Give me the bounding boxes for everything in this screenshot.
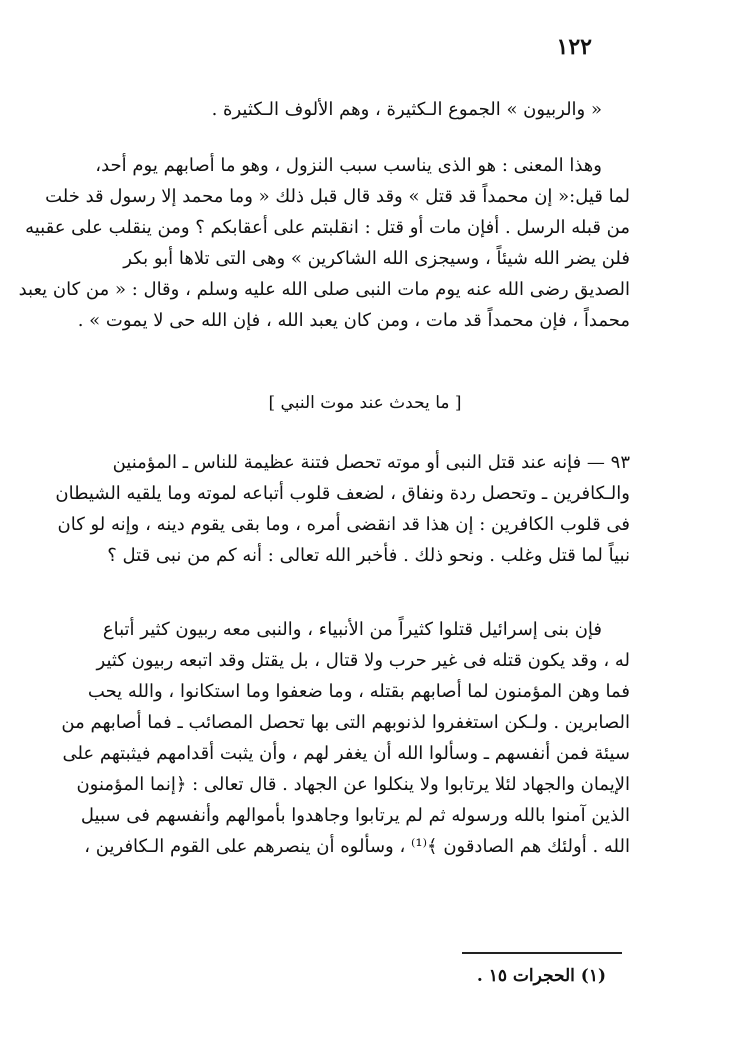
text-line: نبياً لما قتل وغلب . ونحو ذلك . فأخبر الله تعالى : أنه كم من نبى قتل ؟ xyxy=(107,545,630,566)
text-line: ٩٣ — فإنه عند قتل النبى أو موته تحصل فتنة عظيمة للناس ـ المؤمنين xyxy=(112,452,630,473)
text-line: فلن يضر الله شيئاً ، وسيجزى الله الشاكرين » وهى التى تلاها أبو بكر xyxy=(123,248,630,269)
text-line: فى قلوب الكافرين : إن هذا قد انقضى أمره ، وما بقى يقوم دينه ، وإنه لو كان xyxy=(57,514,630,535)
footnote: (١) الحجرات ١٥ . xyxy=(476,966,606,986)
section-heading: [ ما يحدث عند موت النبي ] xyxy=(268,393,462,413)
section-93-paragraph xyxy=(55,447,630,571)
text-line: فما وهن المؤمنون لما أصابهم بقتله ، وما ضعفوا وما استكانوا ، والله يحب xyxy=(87,681,630,702)
text-line: والـكافرين ـ وتحصل ردة ونفاق ، لضعف قلوب أتباعه لموته وما يلقيه الشيطان xyxy=(55,483,630,504)
page-number: ١٢٢ xyxy=(556,34,592,60)
text-line: محمداً ، فإن محمداً قد مات ، ومن كان يعبد الله ، فإن الله حى لا يموت » . xyxy=(77,310,630,331)
text-line: وهذا المعنى : هو الذى يناسب سبب النزول ، وهو ما أصابهم يوم أحد، xyxy=(95,155,602,176)
text-line: الصديق رضى الله عنه يوم مات النبى صلى الله عليه وسلم ، وقال : « من كان يعبد xyxy=(18,279,630,300)
israel-paragraph xyxy=(61,614,630,862)
intro-paragraph xyxy=(90,94,630,125)
text-line: من قبله الرسل . أفإن مات أو قتل : انقلبتم على أعقابكم ؟ ومن ينقلب على عقبيه xyxy=(25,217,630,238)
meaning-paragraph xyxy=(18,150,630,336)
text-line: « والربيون » الجموع الـكثيرة ، وهم الألوف الـكثيرة . xyxy=(211,99,602,120)
footnote-divider xyxy=(462,952,622,954)
text-line: الإيمان والجهاد لئلا يرتابوا ولا ينكلوا عن الجهاد . قال تعالى : ﴿إنما المؤمنون xyxy=(76,774,630,795)
text-line: الله . أولئك هم الصادقون ﴾⁽¹⁾ ، وسألوه أن ينصرهم على القوم الـكافرين ، xyxy=(84,836,630,857)
text-line: سيئة فمن أنفسهم ـ وسألوا الله أن يغفر لهم ، وأن يثبت أقدامهم فيثبتهم على xyxy=(62,743,630,764)
text-line: لما قيل:« إن محمداً قد قتل » وقد قال قبل ذلك « وما محمد إلا رسول قد خلت xyxy=(45,186,630,207)
text-line: الذين آمنوا بالله ورسوله ثم لم يرتابوا وجاهدوا بأموالهم وأنفسهم فى سبيل xyxy=(80,805,630,826)
text-line: فإن بنى إسرائيل قتلوا كثيراً من الأنبياء ، والنبى معه ربيون كثير أتباع xyxy=(102,619,602,640)
text-line: له ، وقد يكون قتله فى غير حرب ولا قتال ، بل يقتل وقد اتبعه ربيون كثير xyxy=(96,650,630,671)
text-line: الصابرين . ولـكن استغفروا لذنوبهم التى بها تحصل المصائب ـ فما أصابهم من xyxy=(61,712,630,733)
